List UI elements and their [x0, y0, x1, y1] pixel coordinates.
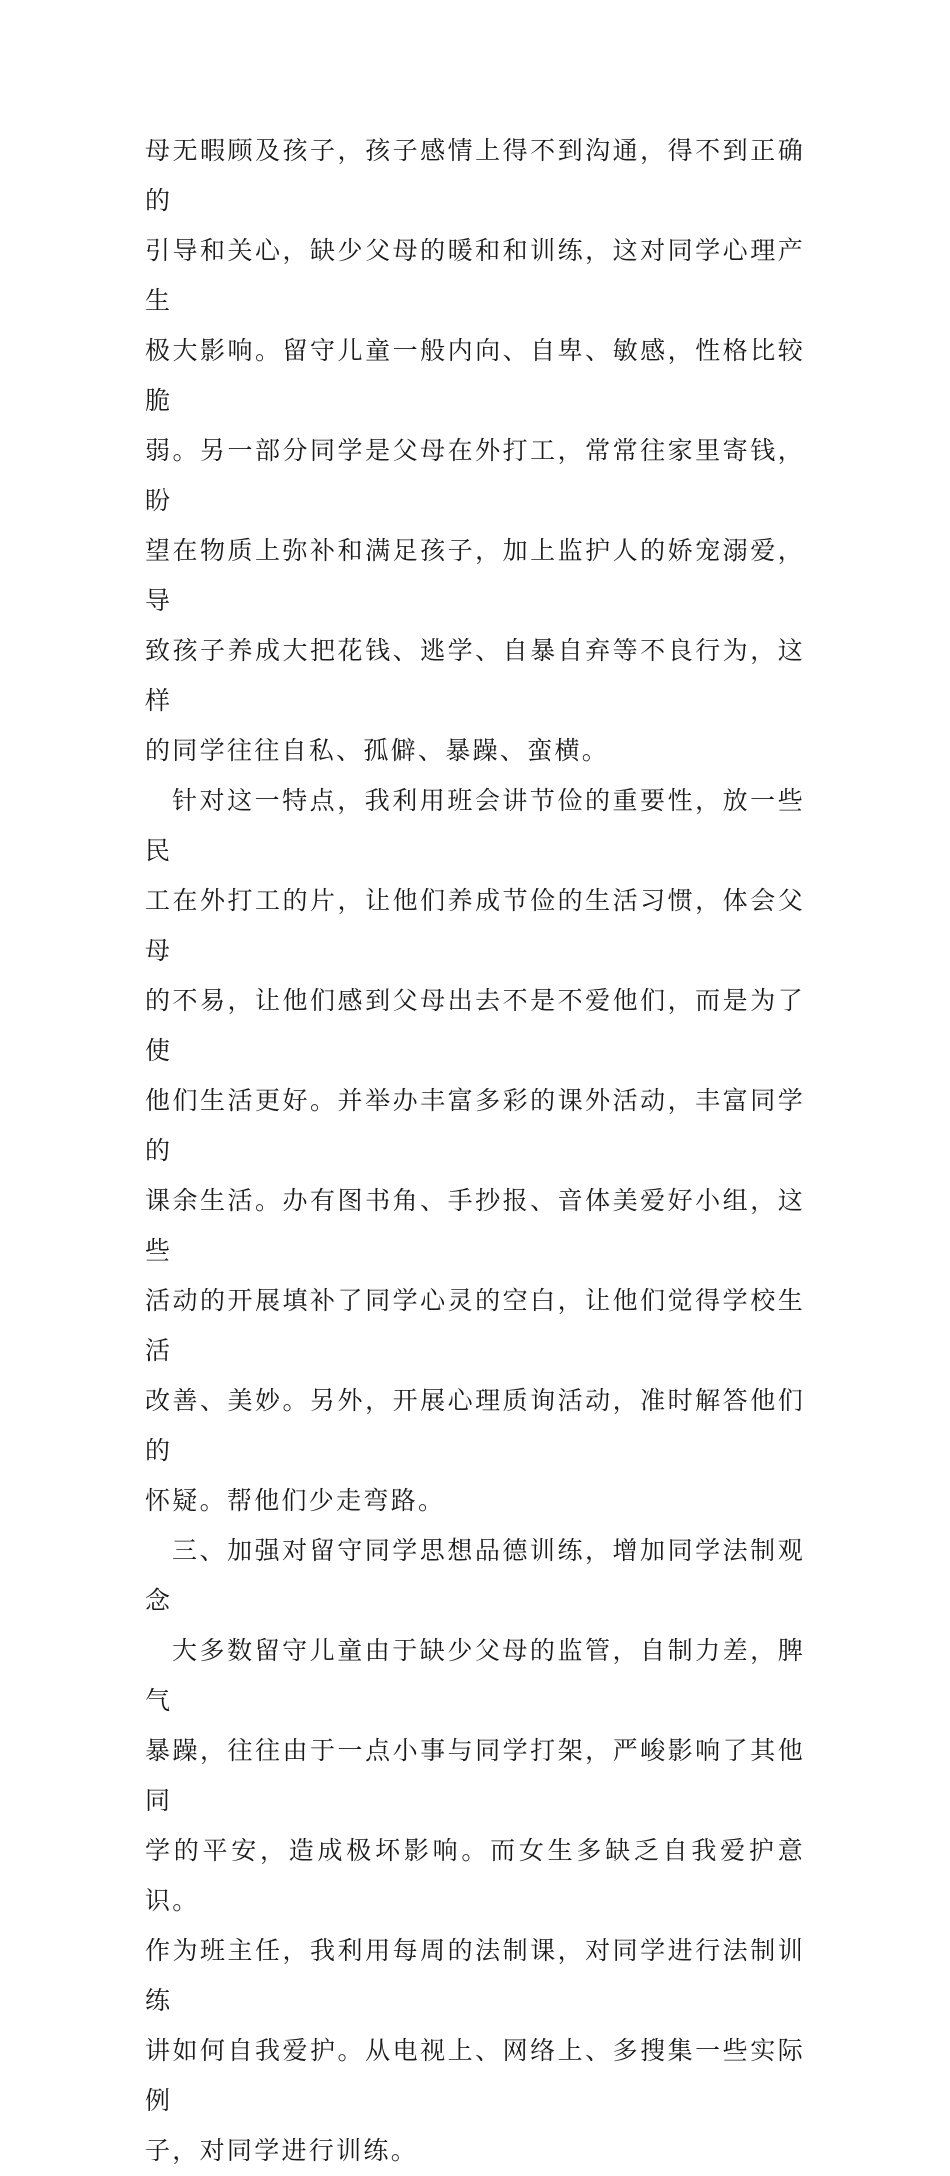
document-page	[145, 126, 805, 2176]
section-heading: 三、加强对留守同学思想品德训练，增加同学法制观念	[145, 1536, 805, 1615]
paragraph-1: 母无暇顾及孩子，孩子感情上得不到沟通，得不到正确的 引导和关心，缺少父母的暖和和训练，这对同学心理产生 极大影响。留守儿童一般内向、自卑、敏感，性格比较脆 弱。另一部分同学是父母在外打工，常常往家里寄钱，盼 望在物质上弥补和满足孩子，加上监护人的娇宠溺爱，导 致孩子养成大把花钱、逃学、自暴自弃等不良行为，这样 的同学往往自私、孤僻、暴躁、蛮横。	[145, 136, 805, 765]
paragraph-2: 针对这一特点，我利用班会讲节俭的重要性，放一些民 工在外打工的片，让他们养成节俭的生活习惯，体会父母 的不易，让他们感到父母出去不是不爱他们，而是为了使 他们生活更好。并举办丰富多彩的课外活动，丰富同学的 课余生活。办有图书角、手抄报、音体美爱好小组，这些 活动的开展填补了同学心灵的空白，让他们觉得学校生活 改善、美妙。另外，开展心理质询活动，准时解答他们的 怀疑。帮他们少走弯路。	[145, 786, 805, 1515]
paragraph-3: 大多数留守儿童由于缺少父母的监管，自制力差，脾气 暴躁，往往由于一点小事与同学打架，严峻影响了其他同 学的平安，造成极坏影响。而女生多缺乏自我爱护意识。 作为班主任，我利用每周的法制课，对同学进行法制训练 讲如何自我爱护。从电视上、网络上、多搜集一些实际例 子，对同学进行训练。	[145, 1636, 805, 2165]
